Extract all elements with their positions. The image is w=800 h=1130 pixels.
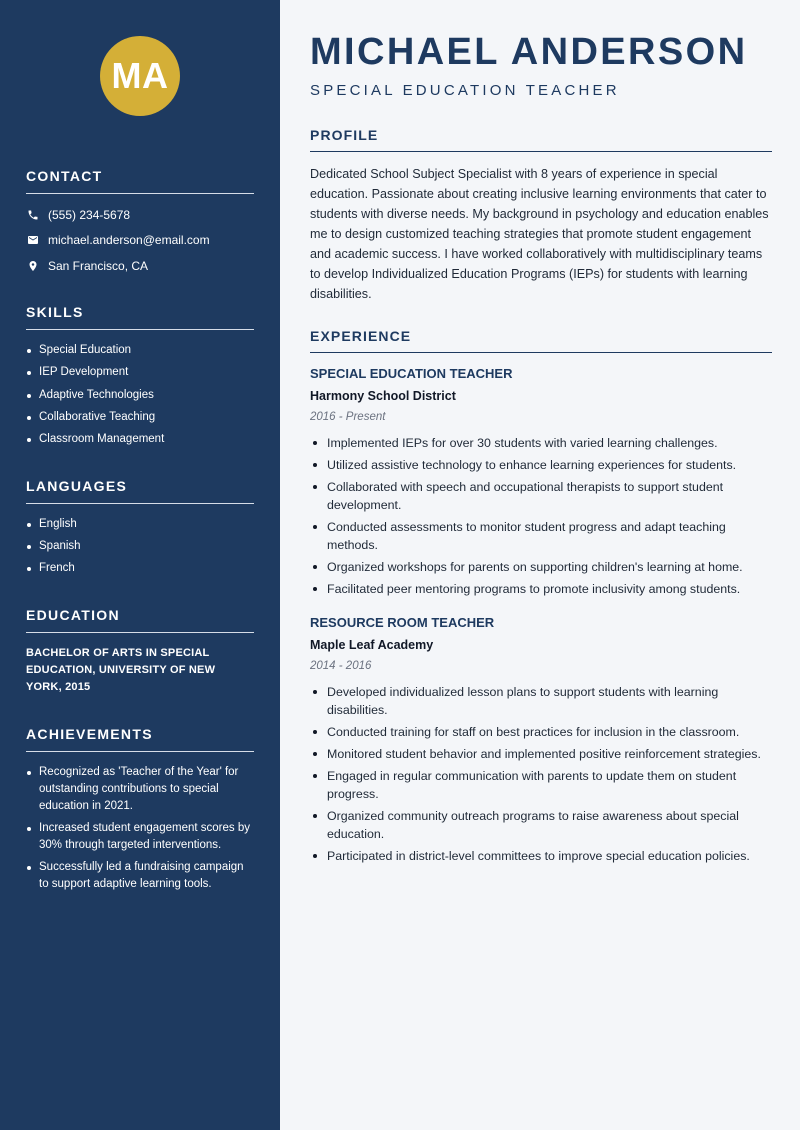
- job-entry: [310, 614, 772, 865]
- job-title-header: SPECIAL EDUCATION TEACHER: [310, 82, 620, 99]
- list-item: Monitored student behavior and implemented positive reinforcement strategies.: [310, 745, 772, 763]
- skills-list: [26, 342, 254, 448]
- experience-heading: EXPERIENCE: [310, 328, 772, 353]
- list-item: Conducted training for staff on best practices for inclusion in the classroom.: [310, 723, 772, 741]
- list-item: Adaptive Technologies: [26, 387, 254, 404]
- job-title: SPECIAL EDUCATION TEACHER: [310, 366, 513, 381]
- job-title: RESOURCE ROOM TEACHER: [310, 615, 495, 630]
- education-entry: BACHELOR OF ARTS IN SPECIAL EDUCATION, UNIVERSITY OF NEW YORK, 2015: [26, 647, 216, 694]
- contact-section: [26, 168, 254, 274]
- list-item: Developed individualized lesson plans to support students with learning disabilities.: [310, 683, 772, 719]
- job-company: Maple Leaf Academy: [310, 638, 434, 652]
- job-dates: 2014 - 2016: [310, 660, 372, 672]
- contact-heading: CONTACT: [26, 168, 254, 194]
- location-pin-icon: [26, 259, 39, 272]
- education-section: [26, 607, 254, 696]
- achievements-list: [26, 764, 254, 893]
- list-item: Utilized assistive technology to enhance learning experiences for students.: [310, 456, 772, 474]
- list-item: Increased student engagement scores by 30% through targeted interventions.: [26, 820, 254, 854]
- list-item: Spanish: [26, 538, 254, 555]
- job-company: Harmony School District: [310, 389, 456, 403]
- list-item: Classroom Management: [26, 431, 254, 448]
- list-item: Collaborative Teaching: [26, 409, 254, 426]
- job-entry: [310, 365, 772, 598]
- achievements-heading: ACHIEVEMENTS: [26, 726, 254, 752]
- profile-text: Dedicated School Subject Specialist with 8 years of experience in special education. Passionate about creating inclusive learning environments that cater to students with diverse needs. My background in psychology and education enables me to design customized teaching strategies that promote student engagement and academic success. I have worked collaboratively with multidisciplinary teams to develop Individualized Education Programs (IEPs) for students with learning disabilities.: [310, 167, 769, 301]
- email-icon: [26, 234, 39, 247]
- candidate-name: MICHAEL ANDERSON: [310, 31, 748, 73]
- list-item: Implemented IEPs for over 30 students with varied learning challenges.: [310, 434, 772, 452]
- contact-email: [26, 232, 254, 249]
- languages-list: [26, 516, 254, 577]
- profile-section: [310, 127, 772, 304]
- avatar: MA: [100, 36, 180, 116]
- phone-text: (555) 234-5678: [48, 207, 131, 222]
- location-text: San Francisco, CA: [48, 258, 149, 273]
- experience-section: [310, 328, 772, 865]
- languages-heading: LANGUAGES: [26, 478, 254, 504]
- achievements-section: [26, 726, 254, 893]
- email-text: michael.anderson@email.com: [48, 233, 210, 248]
- job-dates: 2016 - Present: [310, 411, 386, 423]
- list-item: Collaborated with speech and occupational therapists to support student development.: [310, 478, 772, 514]
- list-item: Participated in district-level committees to improve special education policies.: [310, 847, 772, 865]
- list-item: Facilitated peer mentoring programs to promote inclusivity among students.: [310, 580, 772, 598]
- list-item: Conducted assessments to monitor student progress and adapt teaching methods.: [310, 518, 772, 554]
- main-content: [280, 0, 800, 1130]
- list-item: Recognized as 'Teacher of the Year' for outstanding contributions to special education in 2021.: [26, 764, 254, 815]
- list-item: Special Education: [26, 342, 254, 359]
- list-item: English: [26, 516, 254, 533]
- phone-icon: [26, 208, 39, 221]
- education-heading: EDUCATION: [26, 607, 254, 633]
- list-item: French: [26, 560, 254, 577]
- profile-heading: PROFILE: [310, 127, 772, 152]
- list-item: IEP Development: [26, 364, 254, 381]
- list-item: Organized workshops for parents on supporting children's learning at home.: [310, 558, 772, 576]
- job-bullets: [310, 683, 772, 865]
- contact-phone: [26, 206, 254, 223]
- list-item: Engaged in regular communication with parents to update them on student progress.: [310, 767, 772, 803]
- languages-section: [26, 478, 254, 577]
- contact-location: [26, 257, 254, 274]
- list-item: Successfully led a fundraising campaign to support adaptive learning tools.: [26, 859, 254, 893]
- skills-section: [26, 304, 254, 448]
- sidebar: [0, 0, 280, 1130]
- job-bullets: [310, 434, 772, 598]
- skills-heading: SKILLS: [26, 304, 254, 330]
- list-item: Organized community outreach programs to raise awareness about special education.: [310, 807, 772, 843]
